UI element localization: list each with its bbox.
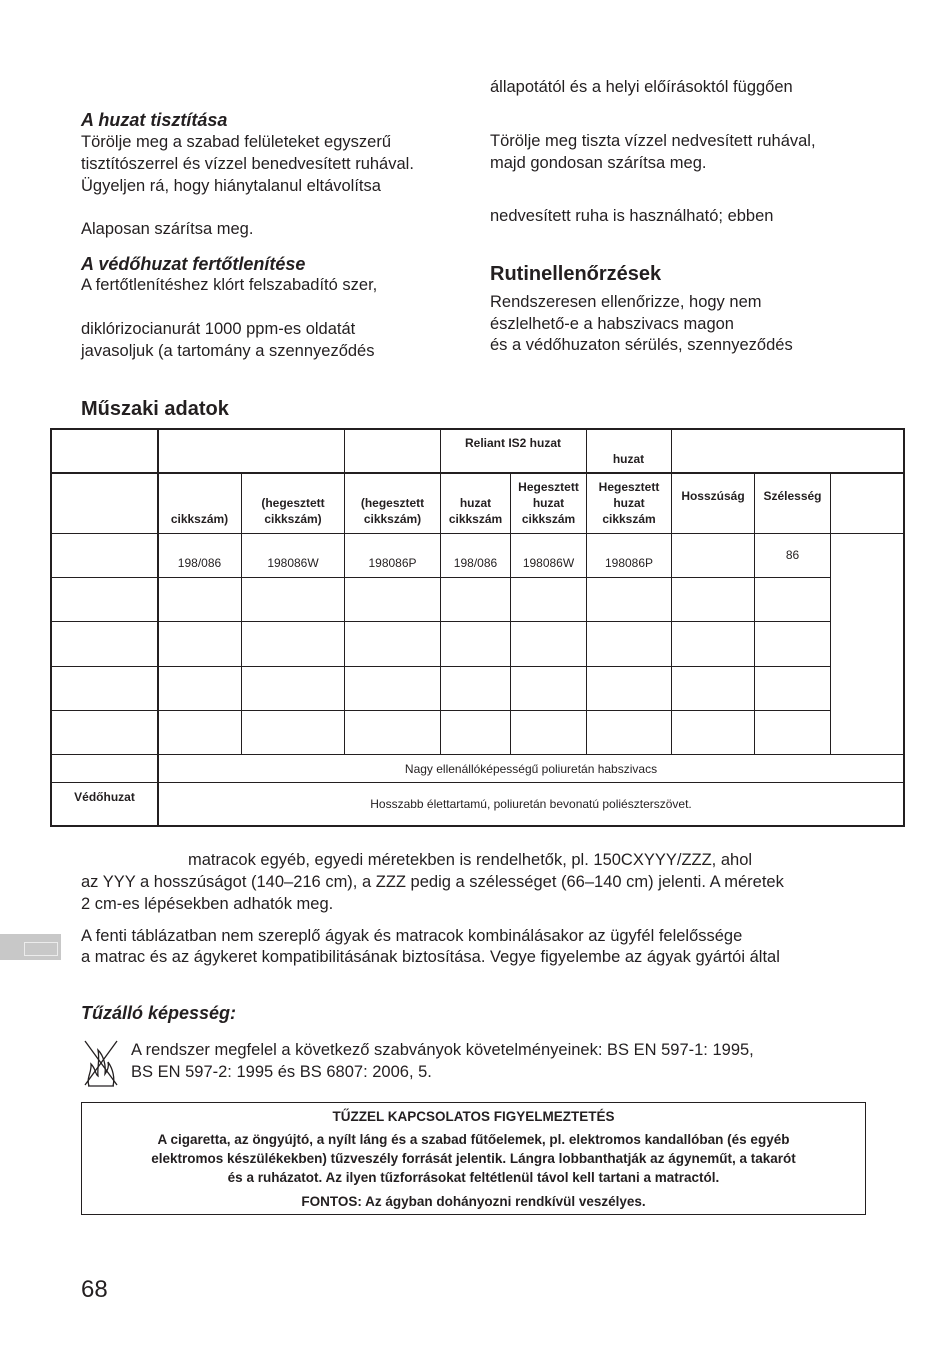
- custom-sizes-line-1: matracok egyéb, egyedi méretekben is rendelhetők, pl. 150CXYYY/ZZZ, ahol: [188, 851, 753, 869]
- disinfect-line-2: diklórizocianurát 1000 ppm-es oldatát: [81, 320, 356, 338]
- col-header-1: cikkszám): [170, 512, 229, 526]
- routine-line-2: észlelhető-e a habszivacs magon: [490, 315, 734, 333]
- cover-row: Hosszabb élettartamú, poliuretán bevonatú poliészterszövet.: [370, 797, 692, 811]
- cover-label: Védőhuzat: [74, 790, 135, 804]
- col-header-3: (hegesztett cikkszám): [360, 496, 425, 526]
- col-header-6: Hegesztett huzat cikkszám: [598, 480, 660, 526]
- row1-cell-6: 198086P: [604, 556, 654, 570]
- no-open-flame-icon: [82, 1036, 120, 1088]
- right-line-b1: Törölje meg tiszta vízzel nedvesített ruhával,: [490, 132, 816, 150]
- right-line-c: nedvesített ruha is használható; ebben: [490, 207, 774, 225]
- fire-line-2: BS EN 597-2: 1995 és BS 6807: 2006, 5.: [131, 1063, 432, 1081]
- group-header-huzat: huzat: [612, 452, 645, 466]
- routine-line-3: és a védőhuzaton sérülés, szennyeződés: [490, 336, 793, 354]
- col-header-length: Hosszúság: [681, 489, 745, 503]
- page-number: 68: [81, 1276, 108, 1303]
- col-header-4: huzat cikkszám: [448, 496, 503, 526]
- compat-line-2: a matrac és az ágykeret kompatibilitásának biztosítása. Vegye figyelembe az ágyak gyártói által: [81, 948, 780, 966]
- disinfect-line-3: javasoljuk (a tartomány a szennyeződés: [81, 342, 375, 360]
- cleaning-line-2: tisztítószerrel és vízzel benedvesített ruhával.: [81, 155, 414, 173]
- row1-cell-width: 86: [785, 548, 800, 562]
- row1-cell-1: 198/086: [177, 556, 222, 570]
- row1-cell-5: 198086W: [522, 556, 575, 570]
- custom-sizes-line-3: 2 cm-es lépésekben adhatók meg.: [81, 895, 334, 913]
- fire-heading: Tűzálló képesség:: [81, 1003, 237, 1023]
- language-tab: [0, 934, 61, 960]
- col-header-2: (hegesztett cikkszám): [261, 496, 325, 526]
- disinfect-line-1: A fertőtlenítéshez klórt felszabadító szer,: [81, 276, 378, 294]
- routine-line-1: Rendszeresen ellenőrizze, hogy nem: [490, 293, 762, 311]
- disinfect-heading: A védőhuzat fertőtlenítése: [81, 254, 306, 274]
- compat-line-1: A fenti táblázatban nem szereplő ágyak és matracok kombinálásakor az ügyfél felelőssége: [81, 927, 743, 945]
- cleaning-heading: A huzat tisztítása: [81, 110, 228, 130]
- warning-title: TŰZZEL KAPCSOLATOS FIGYELMEZTETÉS: [332, 1109, 615, 1124]
- fire-warning-box: [81, 1102, 866, 1215]
- row1-cell-length: [672, 548, 754, 578]
- cleaning-line-4: Alaposan szárítsa meg.: [81, 220, 254, 238]
- col-header-5: Hegesztett huzat cikkszám: [518, 480, 579, 526]
- routine-heading: Rutinellenőrzések: [490, 263, 662, 285]
- group-header-reliant: Reliant IS2 huzat: [464, 436, 562, 450]
- warning-line-2: elektromos készülékekben) tűzveszély forrását jelentik. Lángra lobbanthatják az ágyneműt, a takarót: [151, 1151, 796, 1166]
- warning-important: FONTOS: Az ágyban dohányozni rendkívül veszélyes.: [301, 1194, 646, 1209]
- row1-cell-2: 198086W: [267, 556, 319, 570]
- spec-table: [50, 428, 905, 827]
- right-line-a: állapotától és a helyi előírásoktól függően: [490, 78, 793, 96]
- warning-line-1: A cigaretta, az öngyújtó, a nyílt láng és a szabad fűtőelemek, pl. elektromos kandallóban (és egyéb: [157, 1132, 790, 1147]
- right-line-b2: majd gondosan szárítsa meg.: [490, 154, 707, 172]
- custom-sizes-line-2: az YYY a hosszúságot (140–216 cm), a ZZZ pedig a szélességet (66–140 cm) jelenti. A méretek: [81, 873, 784, 891]
- tech-heading: Műszaki adatok: [81, 398, 229, 420]
- col-header-width: Szélesség: [763, 489, 822, 503]
- cleaning-line-3: Ügyeljen rá, hogy hiánytalanul eltávolítsa: [81, 177, 381, 195]
- fire-line-1: A rendszer megfelel a következő szabványok követelményeinek: BS EN 597-1: 1995,: [131, 1041, 754, 1059]
- cleaning-line-1: Törölje meg a szabad felületeket egyszerű: [81, 133, 392, 151]
- foam-row: Nagy ellenállóképességű poliuretán habszivacs: [404, 761, 658, 776]
- row1-cell-4: 198/086: [453, 556, 498, 570]
- row1-cell-3: 198086P: [368, 556, 417, 570]
- warning-line-3: és a ruházatot. Az ilyen tűzforrásokat feltétlenül távol kell tartani a matractól.: [227, 1170, 720, 1185]
